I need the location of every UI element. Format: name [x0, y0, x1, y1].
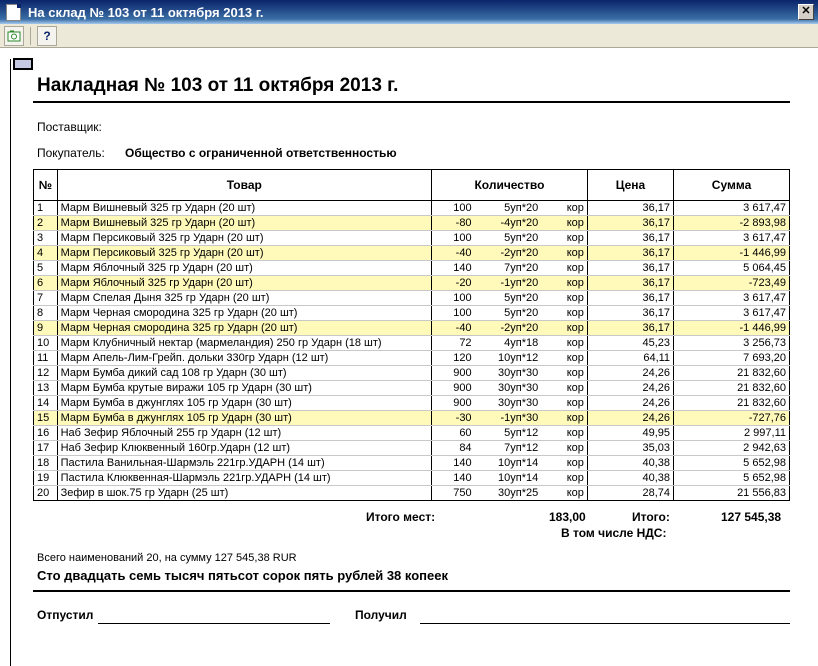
row-item: Марм Бумба в джунглях 105 гр Ударн (30 шт) — [57, 396, 431, 411]
row-sum: 3 617,47 — [674, 201, 790, 216]
row-item: Пастила Клюквенная-Шармэль 221гр.УДАРН (14 шт) — [57, 471, 431, 486]
row-sum: 3 617,47 — [674, 231, 790, 246]
row-number: 18 — [34, 456, 58, 471]
row-unit: кор — [541, 276, 587, 291]
row-quantity: 900 — [431, 366, 474, 381]
row-pack: 7уп*12 — [475, 441, 542, 456]
table-row — [34, 411, 790, 426]
row-sum: 21 832,60 — [674, 381, 790, 396]
row-unit: кор — [541, 486, 587, 501]
row-pack: -1уп*20 — [475, 276, 542, 291]
window-title: На склад № 103 от 11 октября 2013 г. — [28, 4, 264, 20]
header-price: Цена — [587, 170, 673, 201]
title-underline — [33, 101, 790, 103]
row-price: 36,17 — [587, 261, 673, 276]
released-signature-line — [98, 623, 330, 624]
total-places-value: 183,00 — [549, 510, 586, 524]
row-sum: -1 446,99 — [674, 246, 790, 261]
save-icon[interactable] — [4, 26, 24, 46]
row-unit: кор — [541, 231, 587, 246]
row-price: 40,38 — [587, 471, 673, 486]
row-sum: 3 617,47 — [674, 291, 790, 306]
table-header-row — [34, 170, 790, 201]
row-item: Марм Бумба дикий сад 108 гр Ударн (30 шт) — [57, 366, 431, 381]
received-label: Получил — [355, 608, 407, 622]
summary-count: Всего наименований 20, на сумму 127 545,38 RUR — [37, 552, 297, 564]
row-quantity: 100 — [431, 231, 474, 246]
header-item: Товар — [57, 170, 431, 201]
table-row — [34, 396, 790, 411]
row-number: 5 — [34, 261, 58, 276]
row-pack: 5уп*20 — [475, 306, 542, 321]
row-number: 4 — [34, 246, 58, 261]
row-quantity: 750 — [431, 486, 474, 501]
table-row — [34, 201, 790, 216]
row-unit: кор — [541, 381, 587, 396]
row-price: 24,26 — [587, 411, 673, 426]
row-sum: 5 064,45 — [674, 261, 790, 276]
row-price: 36,17 — [587, 216, 673, 231]
row-number: 3 — [34, 231, 58, 246]
row-item: Марм Бумба в джунглях 105 гр Ударн (30 шт) — [57, 411, 431, 426]
row-item: Марм Персиковый 325 гр Ударн (20 шт) — [57, 231, 431, 246]
row-price: 24,26 — [587, 366, 673, 381]
row-quantity: 120 — [431, 351, 474, 366]
table-row — [34, 351, 790, 366]
row-item: Марм Вишневый 325 гр Ударн (20 шт) — [57, 216, 431, 231]
row-price: 49,95 — [587, 426, 673, 441]
row-item: Марм Вишневый 325 гр Ударн (20 шт) — [57, 201, 431, 216]
row-pack: -2уп*20 — [475, 321, 542, 336]
row-number: 1 — [34, 201, 58, 216]
row-price: 36,17 — [587, 306, 673, 321]
row-number: 12 — [34, 366, 58, 381]
row-quantity: 84 — [431, 441, 474, 456]
table-row — [34, 366, 790, 381]
summary-in-words: Сто двадцать семь тысяч пятьсот сорок пять рублей 38 копеек — [37, 568, 448, 583]
row-pack: 10уп*14 — [475, 471, 542, 486]
row-pack: 4уп*18 — [475, 336, 542, 351]
table-row — [34, 381, 790, 396]
row-pack: 30уп*30 — [475, 396, 542, 411]
row-unit: кор — [541, 246, 587, 261]
row-sum: 5 652,98 — [674, 456, 790, 471]
row-item: Марм Спелая Дыня 325 гр Ударн (20 шт) — [57, 291, 431, 306]
window-titlebar — [0, 0, 818, 24]
row-number: 15 — [34, 411, 58, 426]
table-row — [34, 216, 790, 231]
row-price: 36,17 — [587, 321, 673, 336]
row-item: Марм Персиковый 325 гр Ударн (20 шт) — [57, 246, 431, 261]
row-unit: кор — [541, 321, 587, 336]
row-number: 20 — [34, 486, 58, 501]
row-number: 11 — [34, 351, 58, 366]
buyer-value: Общество с ограниченной ответственностью — [125, 146, 397, 160]
table-row — [34, 426, 790, 441]
row-price: 36,17 — [587, 246, 673, 261]
row-pack: 5уп*12 — [475, 426, 542, 441]
row-pack: -2уп*20 — [475, 246, 542, 261]
row-quantity: 72 — [431, 336, 474, 351]
table-row — [34, 261, 790, 276]
total-value: 127 545,38 — [721, 510, 782, 524]
row-number: 7 — [34, 291, 58, 306]
row-item: Зефир в шок.75 гр Ударн (25 шт) — [57, 486, 431, 501]
row-quantity: 100 — [431, 201, 474, 216]
row-pack: -4уп*20 — [475, 216, 542, 231]
row-item: Пастила Ванильная-Шармэль 221гр.УДАРН (14 шт) — [57, 456, 431, 471]
row-unit: кор — [541, 201, 587, 216]
row-unit: кор — [541, 426, 587, 441]
row-price: 24,26 — [587, 396, 673, 411]
row-item: Марм Клубничный нектар (мармеландия) 250 гр Ударн (18 шт) — [57, 336, 431, 351]
help-icon[interactable]: ? — [37, 26, 57, 46]
row-sum: -727,76 — [674, 411, 790, 426]
row-sum: -723,49 — [674, 276, 790, 291]
row-sum: -2 893,98 — [674, 216, 790, 231]
row-pack: -1уп*30 — [475, 411, 542, 426]
row-sum: 2 942,63 — [674, 441, 790, 456]
row-unit: кор — [541, 291, 587, 306]
toolbar — [0, 24, 818, 48]
row-number: 8 — [34, 306, 58, 321]
row-sum: 3 617,47 — [674, 306, 790, 321]
row-price: 64,11 — [587, 351, 673, 366]
vat-label: В том числе НДС: — [561, 526, 667, 540]
table-row — [34, 276, 790, 291]
received-signature-line — [420, 623, 790, 624]
row-pack: 10уп*12 — [475, 351, 542, 366]
header-sum: Сумма — [674, 170, 790, 201]
row-item: Марм Черная смородина 325 гр Ударн (20 шт) — [57, 321, 431, 336]
row-price: 24,26 — [587, 381, 673, 396]
row-quantity: -40 — [431, 321, 474, 336]
row-pack: 5уп*20 — [475, 231, 542, 246]
document-icon — [6, 4, 21, 21]
row-price: 36,17 — [587, 231, 673, 246]
row-unit: кор — [541, 216, 587, 231]
row-sum: 21 832,60 — [674, 366, 790, 381]
row-sum: 5 652,98 — [674, 471, 790, 486]
row-pack: 30уп*30 — [475, 381, 542, 396]
row-quantity: 60 — [431, 426, 474, 441]
row-unit: кор — [541, 471, 587, 486]
row-unit: кор — [541, 411, 587, 426]
row-item: Марм Апель-Лим-Грейп. дольки 330гр Ударн (12 шт) — [57, 351, 431, 366]
row-pack: 10уп*14 — [475, 456, 542, 471]
row-quantity: 100 — [431, 291, 474, 306]
row-quantity: -40 — [431, 246, 474, 261]
row-item: Марм Яблочный 325 гр Ударн (20 шт) — [57, 276, 431, 291]
header-quantity: Количество — [431, 170, 587, 201]
row-price: 36,17 — [587, 201, 673, 216]
row-item: Марм Яблочный 325 гр Ударн (20 шт) — [57, 261, 431, 276]
row-pack: 5уп*20 — [475, 291, 542, 306]
row-number: 9 — [34, 321, 58, 336]
row-number: 13 — [34, 381, 58, 396]
header-number: № — [34, 170, 58, 201]
row-number: 2 — [34, 216, 58, 231]
row-price: 40,38 — [587, 456, 673, 471]
table-row — [34, 456, 790, 471]
row-unit: кор — [541, 396, 587, 411]
row-sum: -1 446,99 — [674, 321, 790, 336]
row-number: 17 — [34, 441, 58, 456]
frame-border — [10, 59, 11, 666]
row-unit: кор — [541, 336, 587, 351]
row-pack: 30уп*25 — [475, 486, 542, 501]
invoice-table — [33, 169, 790, 501]
row-quantity: 900 — [431, 396, 474, 411]
row-sum: 21 832,60 — [674, 396, 790, 411]
row-price: 28,74 — [587, 486, 673, 501]
table-row — [34, 486, 790, 501]
row-quantity: 100 — [431, 306, 474, 321]
row-item: Наб Зефир Клюквенный 160гр.Ударн (12 шт) — [57, 441, 431, 456]
row-number: 19 — [34, 471, 58, 486]
table-row — [34, 291, 790, 306]
table-row — [34, 471, 790, 486]
row-pack: 5уп*20 — [475, 201, 542, 216]
row-unit: кор — [541, 261, 587, 276]
row-unit: кор — [541, 456, 587, 471]
supplier-label: Поставщик: — [37, 120, 102, 134]
close-icon[interactable]: ✕ — [798, 4, 814, 20]
page-title: Накладная № 103 от 11 октября 2013 г. — [37, 75, 399, 96]
row-pack: 7уп*20 — [475, 261, 542, 276]
row-quantity: -80 — [431, 216, 474, 231]
row-quantity: -30 — [431, 411, 474, 426]
row-unit: кор — [541, 441, 587, 456]
row-sum: 3 256,73 — [674, 336, 790, 351]
row-unit: кор — [541, 351, 587, 366]
row-item: Марм Черная смородина 325 гр Ударн (20 шт) — [57, 306, 431, 321]
row-pack: 30уп*30 — [475, 366, 542, 381]
row-unit: кор — [541, 306, 587, 321]
row-unit: кор — [541, 366, 587, 381]
table-row — [34, 246, 790, 261]
row-sum: 21 556,83 — [674, 486, 790, 501]
row-number: 14 — [34, 396, 58, 411]
toolbar-separator — [30, 27, 31, 45]
total-places-label: Итого мест: — [366, 510, 436, 524]
footer-divider — [33, 590, 790, 592]
row-sum: 2 997,11 — [674, 426, 790, 441]
row-number: 6 — [34, 276, 58, 291]
released-label: Отпустил — [37, 608, 94, 622]
row-price: 36,17 — [587, 276, 673, 291]
row-price: 45,23 — [587, 336, 673, 351]
table-row — [34, 231, 790, 246]
row-sum: 7 693,20 — [674, 351, 790, 366]
row-quantity: 140 — [431, 456, 474, 471]
table-row — [34, 321, 790, 336]
page-corner-marker — [13, 58, 33, 70]
row-number: 16 — [34, 426, 58, 441]
row-quantity: -20 — [431, 276, 474, 291]
total-label: Итого: — [632, 510, 670, 524]
row-item: Наб Зефир Яблочный 255 гр Ударн (12 шт) — [57, 426, 431, 441]
buyer-label: Покупатель: — [37, 146, 105, 160]
row-price: 35,03 — [587, 441, 673, 456]
row-number: 10 — [34, 336, 58, 351]
row-quantity: 900 — [431, 381, 474, 396]
table-row — [34, 336, 790, 351]
row-item: Марм Бумба крутые виражи 105 гр Ударн (30 шт) — [57, 381, 431, 396]
row-quantity: 140 — [431, 261, 474, 276]
document-area — [0, 49, 818, 666]
table-row — [34, 306, 790, 321]
table-row — [34, 441, 790, 456]
row-price: 36,17 — [587, 291, 673, 306]
row-quantity: 140 — [431, 471, 474, 486]
